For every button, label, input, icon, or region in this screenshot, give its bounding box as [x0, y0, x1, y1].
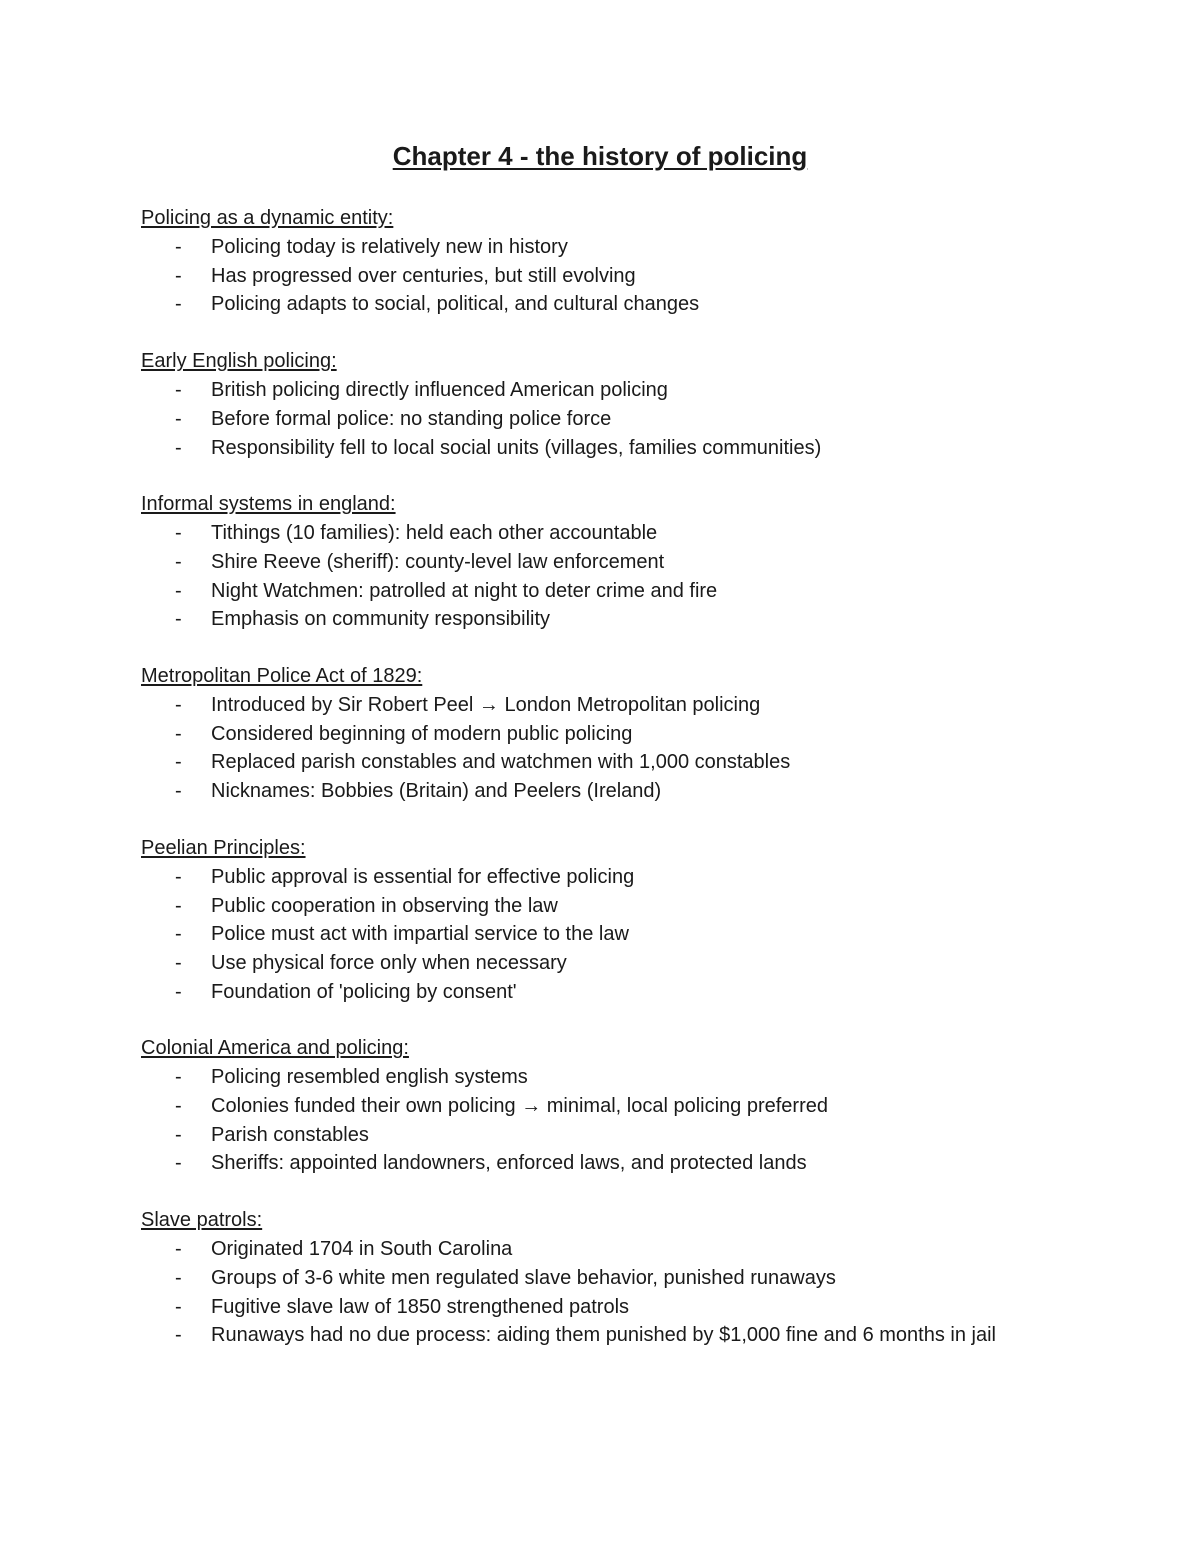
list-item — [141, 290, 1141, 319]
section — [141, 834, 1141, 1007]
list-item — [141, 1121, 1141, 1150]
bullet-marker: - — [175, 1066, 182, 1089]
bullet-marker: - — [175, 1324, 182, 1347]
bullet-text: Public approval is essential for effective policing — [211, 865, 635, 888]
section-heading: Colonial America and policing: — [141, 1037, 409, 1060]
bullet-text: Responsibility fell to local social units (villages, families communities) — [211, 436, 822, 459]
section — [141, 1206, 1141, 1350]
bullet-marker: - — [175, 407, 182, 430]
list-item — [141, 1293, 1141, 1322]
bullet-marker: - — [175, 1238, 182, 1261]
bullet-marker: - — [175, 980, 182, 1003]
section-heading: Peelian Principles: — [141, 836, 306, 859]
bullet-marker: - — [175, 1123, 182, 1146]
bullet-list — [141, 1235, 1141, 1350]
bullet-marker: - — [175, 293, 182, 316]
bullet-marker: - — [175, 923, 182, 946]
list-item — [141, 978, 1141, 1007]
bullet-text: Before formal police: no standing police force — [211, 407, 612, 430]
list-item — [141, 405, 1141, 434]
bullet-text: Public cooperation in observing the law — [211, 894, 558, 917]
list-item — [141, 748, 1141, 777]
bullet-marker: - — [175, 1095, 182, 1118]
page-title: Chapter 4 - the history of policing — [392, 141, 808, 171]
list-item — [141, 892, 1141, 921]
bullet-text: Fugitive slave law of 1850 strengthened patrols — [211, 1295, 630, 1318]
bullet-text: Replaced parish constables and watchmen with 1,000 constables — [211, 751, 791, 774]
bullet-marker: - — [175, 1266, 182, 1289]
bullet-marker: - — [175, 722, 182, 745]
list-item — [141, 1063, 1141, 1092]
section-heading: Early English policing: — [141, 350, 337, 373]
bullet-list — [141, 863, 1141, 1007]
bullet-marker: - — [175, 1295, 182, 1318]
bullet-text: British policing directly influenced American policing — [211, 379, 668, 402]
list-item — [141, 863, 1141, 892]
bullet-text: Nicknames: Bobbies (Britain) and Peelers (Ireland) — [211, 780, 662, 803]
bullet-marker: - — [175, 550, 182, 573]
bullet-text: Runaways had no due process: aiding them punished by $1,000 fine and 6 months in jail — [211, 1324, 996, 1347]
list-item — [141, 262, 1141, 291]
section — [141, 204, 1141, 319]
bullet-marker: - — [175, 608, 182, 631]
bullet-text: Emphasis on community responsibility — [211, 608, 551, 631]
list-item — [141, 519, 1141, 548]
bullet-text: Sheriffs: appointed landowners, enforced laws, and protected lands — [211, 1152, 807, 1175]
section — [141, 1034, 1141, 1178]
bullet-text: Policing resembled english systems — [211, 1066, 528, 1089]
document-body — [141, 204, 1141, 1378]
bullet-list — [141, 376, 1141, 462]
bullet-marker: - — [175, 264, 182, 287]
bullet-marker: - — [175, 780, 182, 803]
list-item — [141, 720, 1141, 749]
list-item — [141, 1321, 1141, 1350]
section — [141, 662, 1141, 806]
bullet-marker: - — [175, 1152, 182, 1175]
bullet-text: Originated 1704 in South Carolina — [211, 1238, 513, 1261]
bullet-list — [141, 1063, 1141, 1178]
bullet-text: Shire Reeve (sheriff): county-level law enforcement — [211, 550, 665, 573]
list-item — [141, 1149, 1141, 1178]
bullet-marker: - — [175, 894, 182, 917]
bullet-list — [141, 233, 1141, 319]
list-item — [141, 1264, 1141, 1293]
list-item — [141, 233, 1141, 262]
list-item — [141, 605, 1141, 634]
bullet-text: Colonies funded their own policing → minimal, local policing preferred — [211, 1095, 828, 1118]
list-item — [141, 949, 1141, 978]
bullet-text: Groups of 3-6 white men regulated slave behavior, punished runaways — [211, 1266, 836, 1289]
bullet-text: Foundation of 'policing by consent' — [211, 980, 517, 1003]
bullet-marker: - — [175, 579, 182, 602]
section-heading: Slave patrols: — [141, 1209, 263, 1232]
list-item — [141, 376, 1141, 405]
bullet-text: Tithings (10 families): held each other accountable — [211, 522, 658, 545]
bullet-list — [141, 519, 1141, 634]
section — [141, 490, 1141, 634]
bullet-text: Has progressed over centuries, but still evolving — [211, 264, 636, 287]
bullet-marker: - — [175, 236, 182, 258]
bullet-marker: - — [175, 436, 182, 459]
list-item — [141, 691, 1141, 720]
section-heading: Policing as a dynamic entity: — [141, 207, 394, 229]
bullet-marker: - — [175, 379, 182, 402]
list-item — [141, 577, 1141, 606]
bullet-text: Police must act with impartial service to the law — [211, 923, 629, 946]
bullet-marker: - — [175, 751, 182, 774]
bullet-marker: - — [175, 522, 182, 545]
list-item — [141, 1092, 1141, 1121]
section-heading: Metropolitan Police Act of 1829: — [141, 665, 423, 688]
bullet-text: Use physical force only when necessary — [211, 951, 567, 974]
bullet-list — [141, 691, 1141, 806]
list-item — [141, 920, 1141, 949]
bullet-text: Night Watchmen: patrolled at night to deter crime and fire — [211, 579, 718, 602]
list-item — [141, 1235, 1141, 1264]
bullet-text: Considered beginning of modern public policing — [211, 722, 633, 745]
section — [141, 347, 1141, 462]
bullet-text: Parish constables — [211, 1123, 369, 1146]
list-item — [141, 777, 1141, 806]
bullet-text: Introduced by Sir Robert Peel → London Metropolitan policing — [211, 694, 761, 717]
section-heading: Informal systems in england: — [141, 493, 396, 516]
list-item — [141, 434, 1141, 463]
bullet-text: Policing today is relatively new in history — [211, 236, 568, 258]
list-item — [141, 548, 1141, 577]
bullet-text: Policing adapts to social, political, and cultural changes — [211, 293, 700, 316]
bullet-marker: - — [175, 865, 182, 888]
bullet-marker: - — [175, 694, 182, 717]
bullet-marker: - — [175, 951, 182, 974]
